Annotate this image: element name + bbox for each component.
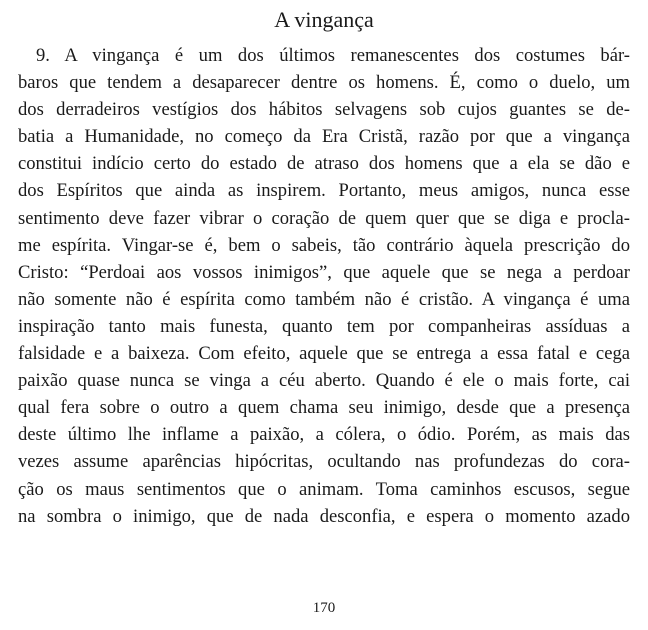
text-line: sentimento deve fazer vibrar o coração de quem quer que se diga e procla- <box>18 207 630 229</box>
section-title: A vingança <box>274 7 374 32</box>
text-line: falsidade e a baixeza. Com efeito, aquele que se entrega a essa fatal e cega <box>18 343 630 365</box>
text-line: deste último lhe inflame a paixão, a cólera, o ódio. Porém, as mais das <box>18 424 630 446</box>
text-line: baros que tendem a desaparecer dentre os homens. É, como o duelo, um <box>18 72 630 94</box>
text-line: dos Espíritos que ainda as inspirem. Portanto, meus amigos, nunca esse <box>18 180 630 202</box>
text-line: na sombra o inimigo, que de nada desconfia, e espera o momento azado <box>18 505 630 527</box>
text-line: inspiração tanto mais funesta, quanto tem por companheiras assíduas a <box>18 315 630 337</box>
text-line: vezes assume aparências hipócritas, ocultando nas profundezas do cora- <box>18 451 630 473</box>
text-line: ção os maus sentimentos que o animam. Toma caminhos escusos, segue <box>18 478 630 500</box>
text-line: não somente não é espírita como também não é cristão. A vingança é uma <box>18 288 630 310</box>
text-line: Cristo: “Perdoai aos vossos inimigos”, que aquele que se nega a perdoar <box>18 261 630 283</box>
text-line: qual fera sobre o outro a quem chama seu inimigo, desde que a presença <box>18 397 630 419</box>
body-text <box>18 42 630 530</box>
text-line: 9. A vingança é um dos últimos remanescentes dos costumes bár- <box>36 45 630 66</box>
text-line: paixão quase nunca se vinga a céu aberto. Quando é ele o mais forte, cai <box>18 370 630 392</box>
text-line: me espírita. Vingar-se é, bem o sabeis, tão contrário àquela prescrição do <box>18 234 630 256</box>
text-line: dos derradeiros vestígios dos hábitos selvagens sob cujos guantes se de- <box>18 99 630 121</box>
page-number: 170 <box>312 600 336 616</box>
text-line: batia a Humanidade, no começo da Era Cristã, razão por que a vingança <box>18 126 630 148</box>
text-line: constitui indício certo do estado de atraso dos homens que a ela se dão e <box>18 153 630 175</box>
